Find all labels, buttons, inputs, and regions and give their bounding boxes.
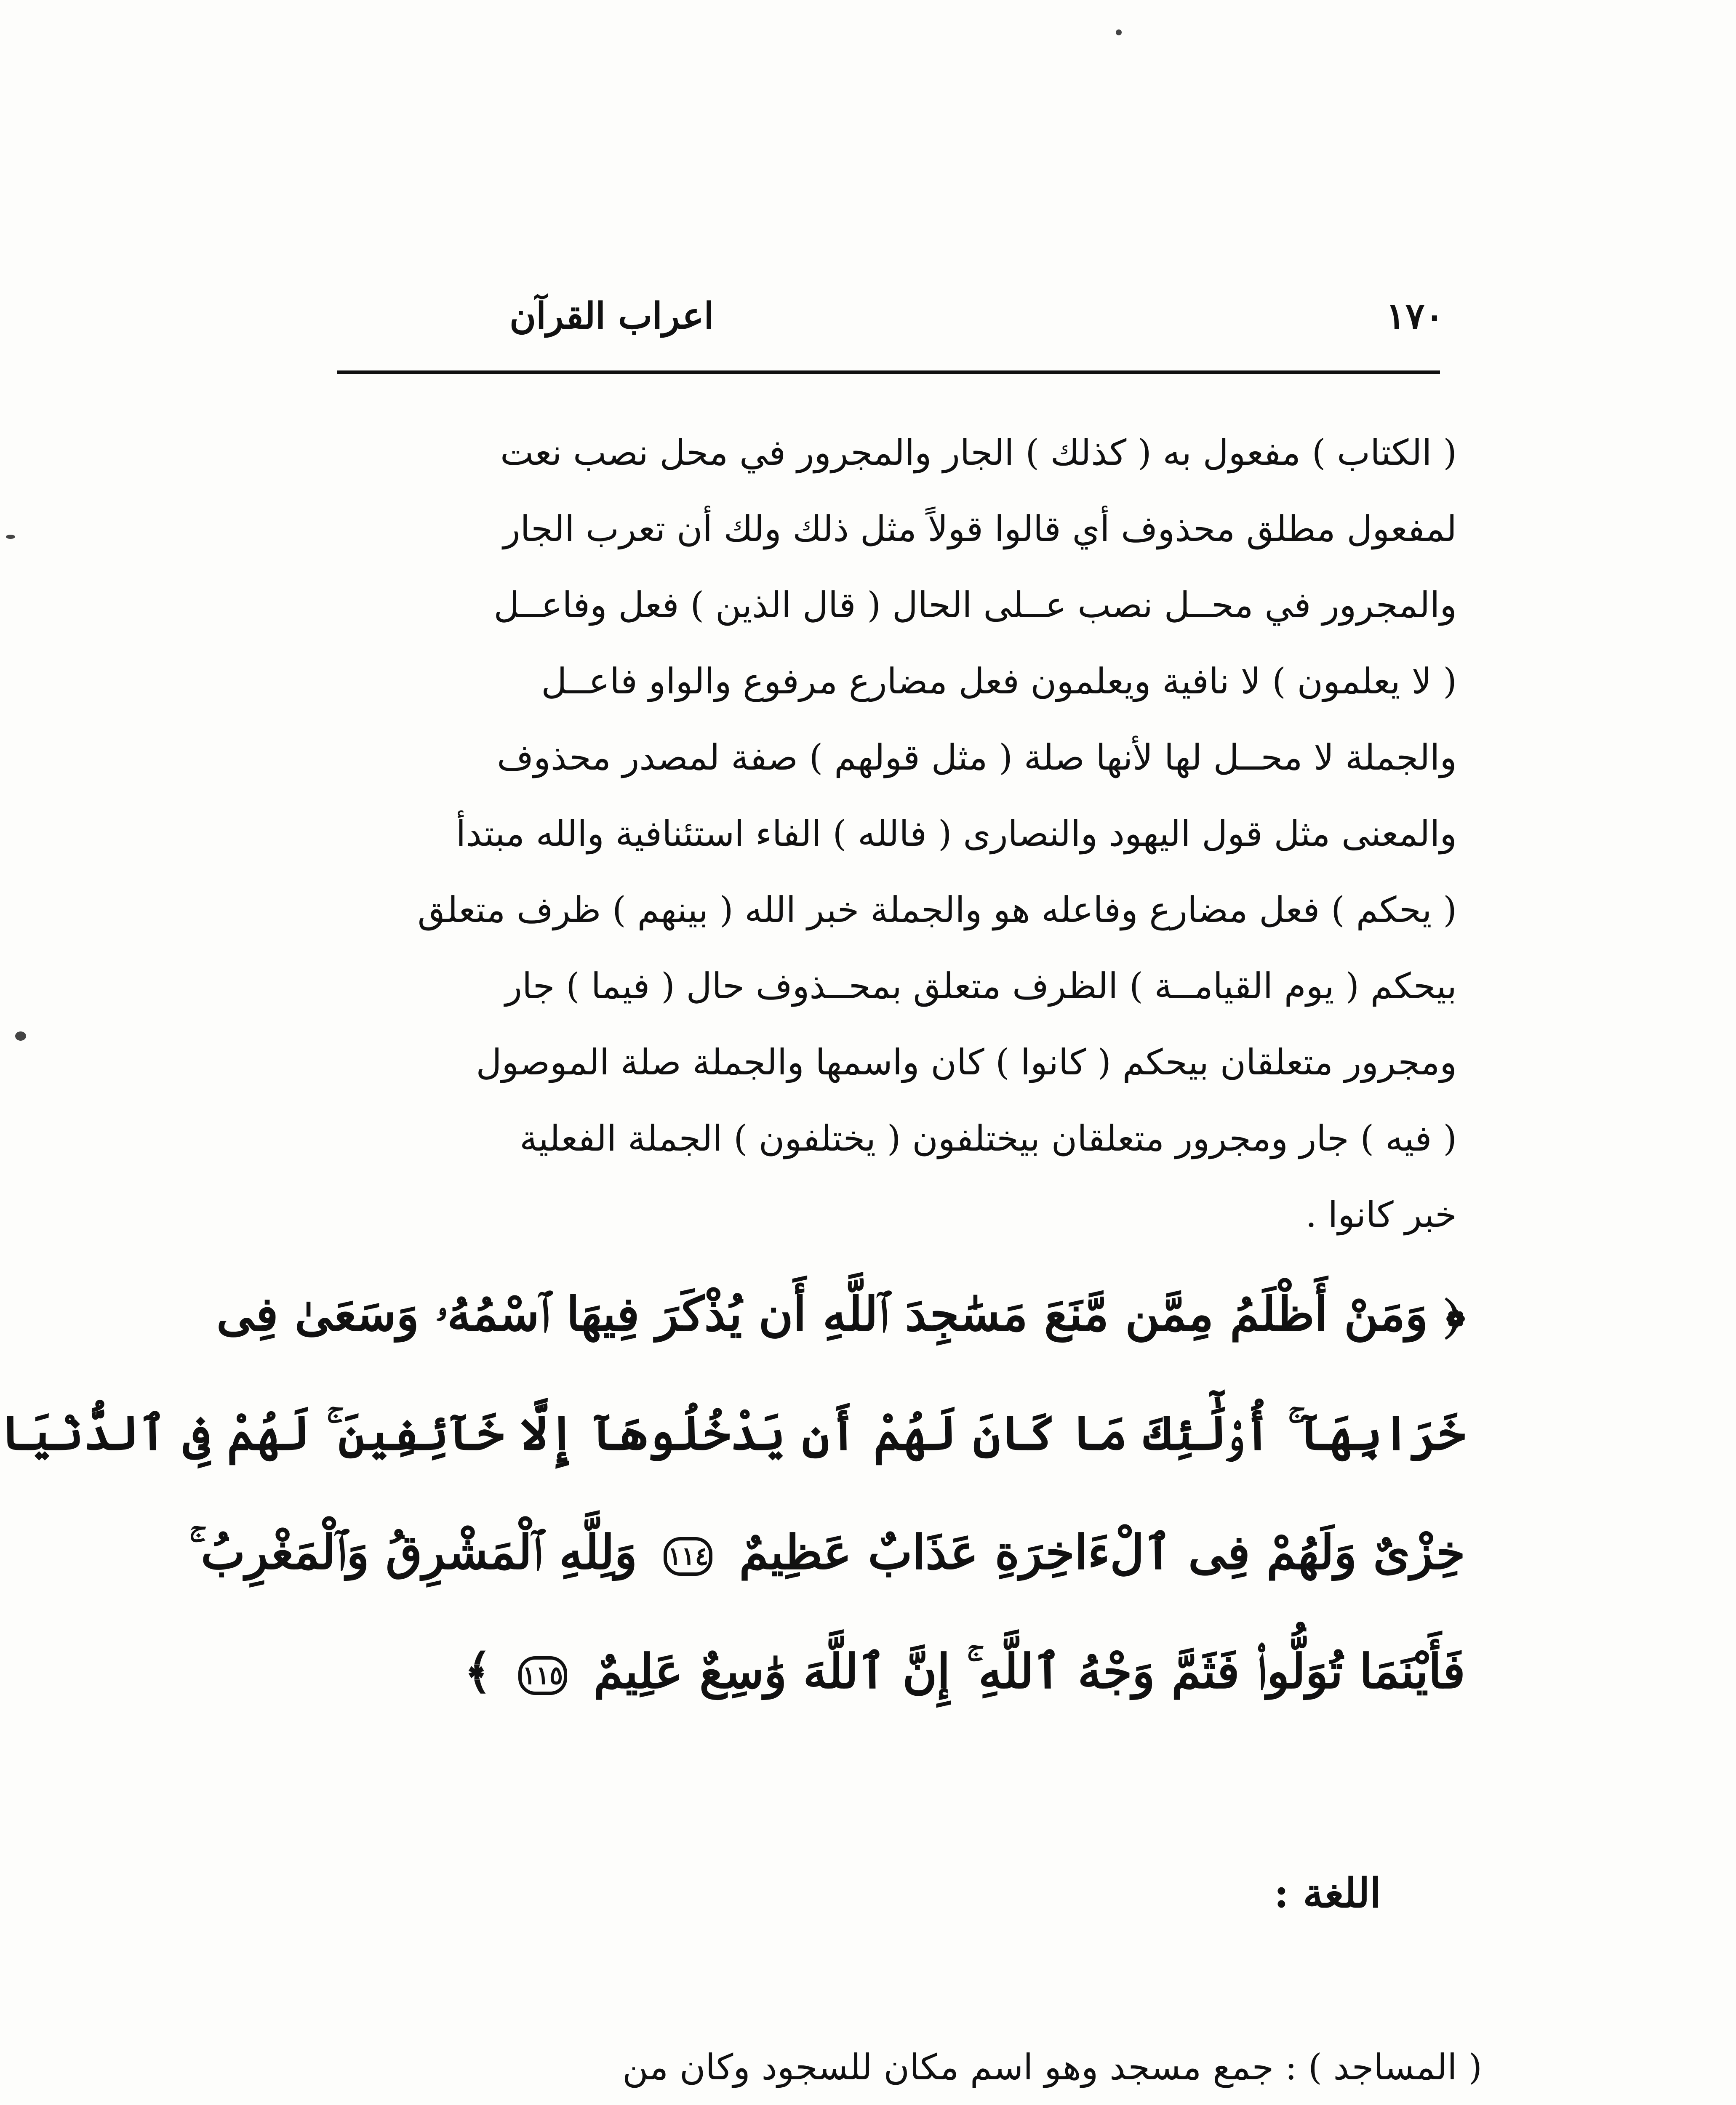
text-line: والمعنى مثل قول اليهود والنصارى ( فالله ) الفاء استئنافية والله مبتدأ — [456, 813, 1457, 854]
scan-speck — [1116, 29, 1122, 35]
verse-segment: خِزْىٌ وَلَهُمْ فِى ٱلْءَاخِرَةِ عَذَابٌ عَظِيمٌ — [739, 1525, 1465, 1580]
section-heading: اللغة : — [1274, 1869, 1381, 1917]
text-line: لمفعول مطلق محذوف أي قالوا قولاً مثل ذلك ولك أن تعرب الجار — [503, 508, 1457, 549]
verse-line — [328, 1612, 1465, 1731]
verse-line — [189, 1493, 1465, 1612]
commentary-text — [320, 415, 1457, 1253]
text-line: ( فيه ) جار ومجرور متعلقان بيختلفون ( يختلفون ) الجملة الفعلية — [520, 1118, 1457, 1159]
text-line: خبر كانوا . — [1305, 1194, 1457, 1235]
quran-verse — [0, 1255, 1465, 1731]
text-line: بيحكم ( يوم القيامــة ) الظرف متعلق بمحــذوف حال ( فيما ) جار — [505, 965, 1457, 1007]
verse-closing-bracket: ﴾ — [464, 1644, 492, 1699]
text-line: والجملة لا محــل لها لأنها صلة ( مثل قولهم ) صفة لمصدر محذوف — [497, 737, 1457, 778]
page-header — [328, 290, 1444, 341]
scan-speck — [6, 535, 15, 539]
text-line: والمجرور في محــل نصب عــلى الحال ( قال الذين ) فعل وفاعــل — [493, 584, 1457, 626]
text-line: ( لا يعلمون ) لا نافية ويعلمون فعل مضارع مرفوع والواو فاعــل — [541, 661, 1457, 702]
ayah-number-marker: ١١٥ — [518, 1656, 567, 1695]
header-rule — [337, 370, 1440, 374]
text-line: ( يحكم ) فعل مضارع وفاعله هو والجملة خبر الله ( بينهم ) ظرف متعلق — [417, 889, 1457, 930]
text-line: ومجرور متعلقان بيحكم ( كانوا ) كان واسمها والجملة صلة الموصول — [476, 1042, 1457, 1083]
scan-speck — [15, 1031, 26, 1041]
text-line: ( المساجد ) : جمع مسجد وهو اسم مكان للسجود وكان من — [622, 2046, 1482, 2088]
verse-segment: وَلِلَّهِ ٱلْمَشْرِقُ وَٱلْمَغْرِبُ ۚ — [189, 1525, 637, 1580]
running-title: اعراب القرآن — [509, 294, 714, 337]
verse-segment: فَأَيْنَمَا تُوَلُّوا۟ فَثَمَّ وَجْهُ ٱللَّهِ ۚ إِنَّ ٱللَّهَ وَٰسِعٌ عَلِيمٌ — [593, 1644, 1465, 1699]
verse-line: خَرَابِهَآ ۚ أُو۟لَٰٓئِكَ مَا كَانَ لَهُمْ أَن يَدْخُلُوهَآ إِلَّا خَآئِفِينَ ۚ لَهُمْ فِى ٱلدُّنْيَا — [0, 1406, 1465, 1461]
ayah-number-marker: ١١٤ — [664, 1537, 712, 1576]
page-number: ١٧٠ — [1386, 294, 1444, 337]
vocabulary-text — [320, 2021, 1482, 2105]
text-line: ( الكتاب ) مفعول به ( كذلك ) الجار والمجرور في محل نصب نعت — [500, 432, 1457, 473]
verse-line: ﴿ وَمَنْ أَظْلَمُ مِمَّن مَّنَعَ مَسَٰجِدَ ٱللَّهِ أَن يُذْكَرَ فِيهَا ٱسْمُهُۥ وَسَعَىٰ فِى — [216, 1287, 1465, 1342]
